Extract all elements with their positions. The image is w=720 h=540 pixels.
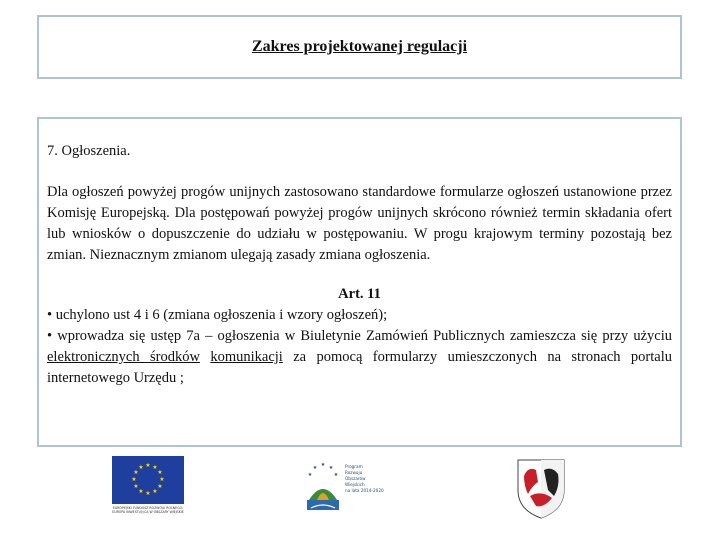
svg-text:★: ★ xyxy=(157,483,163,490)
bullet-2-text-end: za pomocą formularzy umieszczonych na stronach portalu internetowego Urzędu ; xyxy=(47,349,672,386)
svg-text:★: ★ xyxy=(312,465,318,471)
rpo-line-3: Obszarów xyxy=(345,476,366,481)
underlined-term-communication: komunikacji xyxy=(210,349,283,365)
eu-flag-icon xyxy=(112,456,184,504)
eu-logo xyxy=(112,456,184,522)
rpo-line-2: Rozwoju xyxy=(345,470,363,475)
coat-of-arms-icon xyxy=(514,456,568,520)
plain-space-2 xyxy=(200,349,210,365)
rpo-line-5: na lata 2014-2020 xyxy=(345,488,384,493)
bullet-item-2 xyxy=(47,326,672,389)
rpo-line-4: Wiejskich xyxy=(345,482,365,487)
svg-text:★: ★ xyxy=(333,472,339,478)
rpo-text xyxy=(345,464,384,494)
underlined-term-electronic: elektronicznych xyxy=(47,349,140,365)
title-box xyxy=(37,15,682,79)
eu-caption: EUROPEJSKI FUNDUSZ ROZWOJU ROLNEGO: EUROPA INWESTUJĄCA W OBSZARY WIEJSKIE xyxy=(112,506,184,514)
svg-text:★: ★ xyxy=(157,469,163,476)
content-box xyxy=(37,117,682,447)
rpo-logo xyxy=(303,458,413,520)
svg-text:★: ★ xyxy=(138,464,144,471)
svg-text:★: ★ xyxy=(133,469,139,476)
svg-text:★: ★ xyxy=(152,488,158,495)
underlined-term-means: środków xyxy=(149,349,200,365)
svg-text:★: ★ xyxy=(145,462,151,469)
article-heading: Art. 11 xyxy=(338,286,381,302)
svg-text:★: ★ xyxy=(138,488,144,495)
svg-text:★: ★ xyxy=(152,464,158,471)
page-title: Zakres projektowanej regulacji xyxy=(251,38,468,55)
svg-text:★: ★ xyxy=(145,490,151,497)
section-heading: 7. Ogłoszenia. xyxy=(47,143,131,159)
bullet-item-1: • uchylono ust 4 i 6 (zmiana ogłoszenia i wzory ogłoszeń); xyxy=(47,307,388,323)
rpo-emblem-icon xyxy=(303,458,343,516)
bullet-2-text-start: • wprowadza się ustęp 7a – ogłoszenia w Biuletynie Zamówień Publicznych zamieszcza się przy użyciu xyxy=(47,328,672,344)
svg-text:★: ★ xyxy=(328,465,334,471)
svg-text:★: ★ xyxy=(131,476,137,483)
svg-text:★: ★ xyxy=(307,472,313,478)
eu-stars-icon xyxy=(112,456,184,504)
rpo-line-1: Program xyxy=(345,464,363,469)
coat-of-arms-logo xyxy=(514,456,568,520)
svg-text:★: ★ xyxy=(133,483,139,490)
underlined-space-1 xyxy=(140,349,150,365)
svg-text:★: ★ xyxy=(159,476,165,483)
svg-text:★: ★ xyxy=(320,462,326,468)
section-paragraph: Dla ogłoszeń powyżej progów unijnych zastosowano standardowe formularze ogłoszeń ustanowione przez Komisję Europejską. Dla postępowań powyżej progów unijnych skrócono również termin składania ofert lub wniosków o dopuszczenie do udziału w postępowaniu. W progu krajowym terminy pozostają bez zmian. Nieznacznym zmianom ulegają zasady zmiana ogłoszenia. xyxy=(47,184,672,263)
logo-bar xyxy=(0,452,720,540)
